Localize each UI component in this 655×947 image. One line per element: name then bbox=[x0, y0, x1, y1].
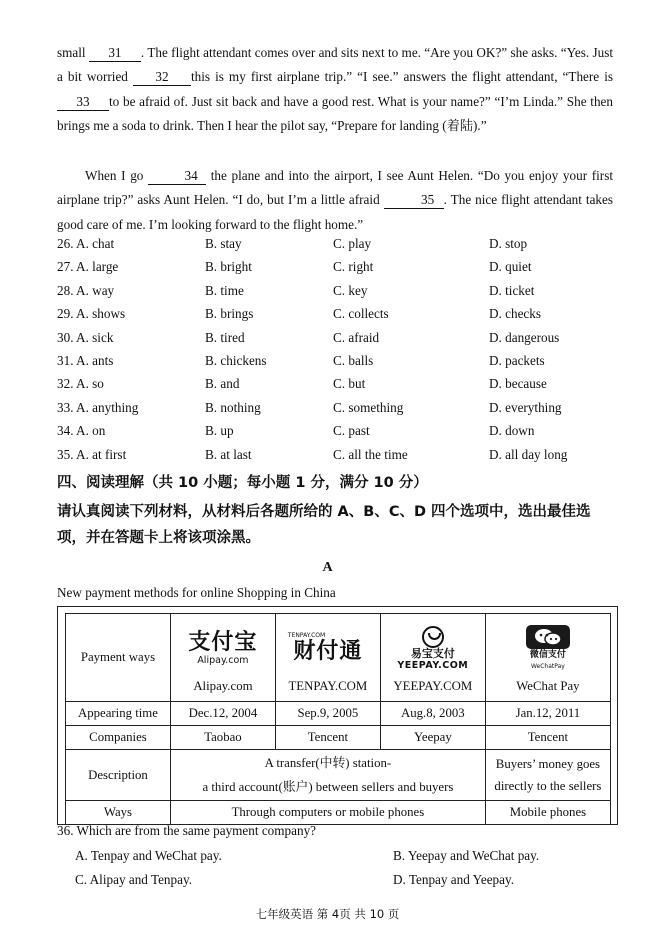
option-a: 33. A. anything bbox=[57, 399, 139, 415]
option-row bbox=[57, 236, 613, 259]
option-a: 35. A. at first bbox=[57, 446, 127, 462]
option-d: D. everything bbox=[489, 399, 562, 415]
direct-description: Buyers’ money goes directly to the sellers bbox=[485, 750, 610, 801]
option-a: 29. A. shows bbox=[57, 306, 126, 322]
tenpay-logo: TENPAY.COM 财付通 bbox=[287, 632, 363, 664]
option-a: 32. A. so bbox=[57, 376, 104, 392]
table-row bbox=[66, 726, 611, 750]
question-36-option-c: C. Alipay and Tenpay. bbox=[75, 872, 193, 887]
option-c: C. collects bbox=[333, 306, 389, 322]
wechat-company: Tencent bbox=[485, 726, 610, 750]
option-row bbox=[57, 353, 613, 376]
option-row bbox=[57, 283, 613, 306]
option-b: B. chickens bbox=[205, 352, 267, 368]
option-d: D. quiet bbox=[489, 259, 532, 275]
yeepay-logo: 易宝支付 YEEPAY.COM bbox=[385, 621, 481, 675]
option-d: D. all day long bbox=[489, 446, 568, 462]
row-header-companies: Companies bbox=[66, 726, 171, 750]
option-a: 30. A. sick bbox=[57, 329, 114, 345]
passage-paragraph-1: small 31 . The flight attendant comes over and sits next to me. “Are you OK?” she asks. “Yes. Just a bit worried 32 this is my first airplane trip.” “I see.” answers the flight attendant, “There is 33 to be afraid of. Just sit back and have a good rest. What is your name?” “I’m Linda.” She then brings me a soda to drink. Then I hear the pilot say, “Prepare for landing (着陆).” bbox=[57, 45, 613, 134]
option-c: C. key bbox=[333, 282, 368, 298]
alipay-logo: 支付宝 Alipay.com bbox=[188, 629, 258, 666]
ways-computers: Through computers or mobile phones bbox=[170, 801, 485, 825]
yeepay-company: Yeepay bbox=[380, 726, 485, 750]
option-b: B. brings bbox=[205, 306, 254, 322]
wechat-cell bbox=[485, 614, 610, 702]
section-heading: 四、阅读理解（共 10 小题；每小题 1 分，满分 10 分） bbox=[57, 475, 428, 491]
option-a: 28. A. way bbox=[57, 282, 115, 298]
option-b: B. and bbox=[205, 376, 240, 392]
table-row bbox=[66, 801, 611, 825]
yeepay-name: YEEPAY.COM bbox=[393, 679, 473, 693]
tenpay-name: TENPAY.COM bbox=[288, 679, 368, 693]
blank-34: 34 bbox=[148, 168, 206, 185]
tenpay-cell bbox=[275, 614, 380, 702]
wechat-icon bbox=[526, 625, 570, 649]
option-c: C. afraid bbox=[333, 329, 380, 345]
row-header-description: Description bbox=[66, 750, 171, 801]
option-d: D. stop bbox=[489, 236, 528, 251]
cloze-options bbox=[57, 236, 613, 470]
option-c: C. past bbox=[333, 423, 370, 439]
option-d: D. checks bbox=[489, 306, 541, 322]
wechat-logo: 微信支付 WeChatPay bbox=[490, 621, 606, 675]
option-row bbox=[57, 400, 613, 423]
option-d: D. down bbox=[489, 423, 535, 439]
page-footer: 七年级英语 第 4页 共 10 页 bbox=[255, 907, 400, 921]
option-b: B. time bbox=[205, 282, 244, 298]
alipay-company: Taobao bbox=[170, 726, 275, 750]
alipay-cell bbox=[170, 614, 275, 702]
row-header-ways: Ways bbox=[66, 801, 171, 825]
question-36-option-a: A. Tenpay and WeChat pay. bbox=[75, 848, 222, 863]
transfer-description: A transfer(中转) station- a third account(账户) between sellers and buyers bbox=[170, 750, 485, 801]
option-row bbox=[57, 259, 613, 282]
option-b: B. stay bbox=[205, 236, 242, 251]
option-b: B. at last bbox=[205, 446, 252, 462]
option-b: B. nothing bbox=[205, 399, 261, 415]
tenpay-company: Tencent bbox=[275, 726, 380, 750]
blank-35: 35 bbox=[384, 192, 444, 209]
wechat-name: WeChat Pay bbox=[516, 679, 580, 693]
option-row bbox=[57, 376, 613, 399]
alipay-time: Dec.12, 2004 bbox=[170, 702, 275, 726]
option-a: 27. A. large bbox=[57, 259, 119, 275]
option-a: 31. A. ants bbox=[57, 352, 114, 368]
option-c: C. play bbox=[333, 236, 372, 251]
option-c: C. but bbox=[333, 376, 366, 392]
option-c: C. balls bbox=[333, 352, 374, 368]
alipay-name: Alipay.com bbox=[193, 679, 253, 693]
table-title: New payment methods for online Shopping in China bbox=[57, 585, 336, 600]
option-row bbox=[57, 330, 613, 353]
option-b: B. tired bbox=[205, 329, 245, 345]
option-d: D. dangerous bbox=[489, 329, 560, 345]
blank-32: 32 bbox=[133, 69, 191, 86]
option-c: C. right bbox=[333, 259, 374, 275]
section-instruction: 请认真阅读下列材料，从材料后各题所给的 A、B、C、D 四个选项中，选出最佳选项，并在答题卡上将该项涂黑。 bbox=[57, 504, 591, 546]
yeepay-time: Aug.8, 2003 bbox=[380, 702, 485, 726]
question-36-stem: 36. Which are from the same payment company? bbox=[57, 823, 317, 838]
question-36-option-d: D. Tenpay and Yeepay. bbox=[393, 872, 515, 887]
table-row bbox=[66, 614, 611, 702]
blank-31: 31 bbox=[89, 45, 141, 62]
option-b: B. bright bbox=[205, 259, 252, 275]
option-b: B. up bbox=[205, 423, 234, 439]
table-row bbox=[66, 702, 611, 726]
wechat-time: Jan.12, 2011 bbox=[485, 702, 610, 726]
option-c: C. something bbox=[333, 399, 404, 415]
option-d: D. packets bbox=[489, 352, 545, 368]
ways-mobile: Mobile phones bbox=[485, 801, 610, 825]
row-header-payment-ways: Payment ways bbox=[66, 614, 171, 702]
blank-33: 33 bbox=[57, 94, 109, 111]
yeepay-icon bbox=[422, 626, 444, 648]
option-row bbox=[57, 423, 613, 446]
option-a: 34. A. on bbox=[57, 423, 106, 439]
tenpay-time: Sep.9, 2005 bbox=[275, 702, 380, 726]
part-title: A bbox=[322, 560, 333, 575]
question-36-option-b: B. Yeepay and WeChat pay. bbox=[393, 848, 540, 863]
passage-paragraph-2: When I go 34 the plane and into the airport, I see Aunt Helen. “Do you enjoy your first airplane trip?” asks Aunt Helen. “I do, but I’m a little afraid 35 . The nice flight attendant takes good care of me. I’m looking forward to the flight home.” bbox=[57, 168, 613, 232]
table-row bbox=[66, 750, 611, 801]
row-header-appearing-time: Appearing time bbox=[66, 702, 171, 726]
option-a: 26. A. chat bbox=[57, 236, 115, 251]
payment-table bbox=[57, 606, 618, 825]
option-row bbox=[57, 306, 613, 329]
yeepay-cell bbox=[380, 614, 485, 702]
option-row bbox=[57, 447, 613, 470]
option-d: D. because bbox=[489, 376, 547, 392]
option-c: C. all the time bbox=[333, 446, 408, 462]
option-d: D. ticket bbox=[489, 282, 535, 298]
